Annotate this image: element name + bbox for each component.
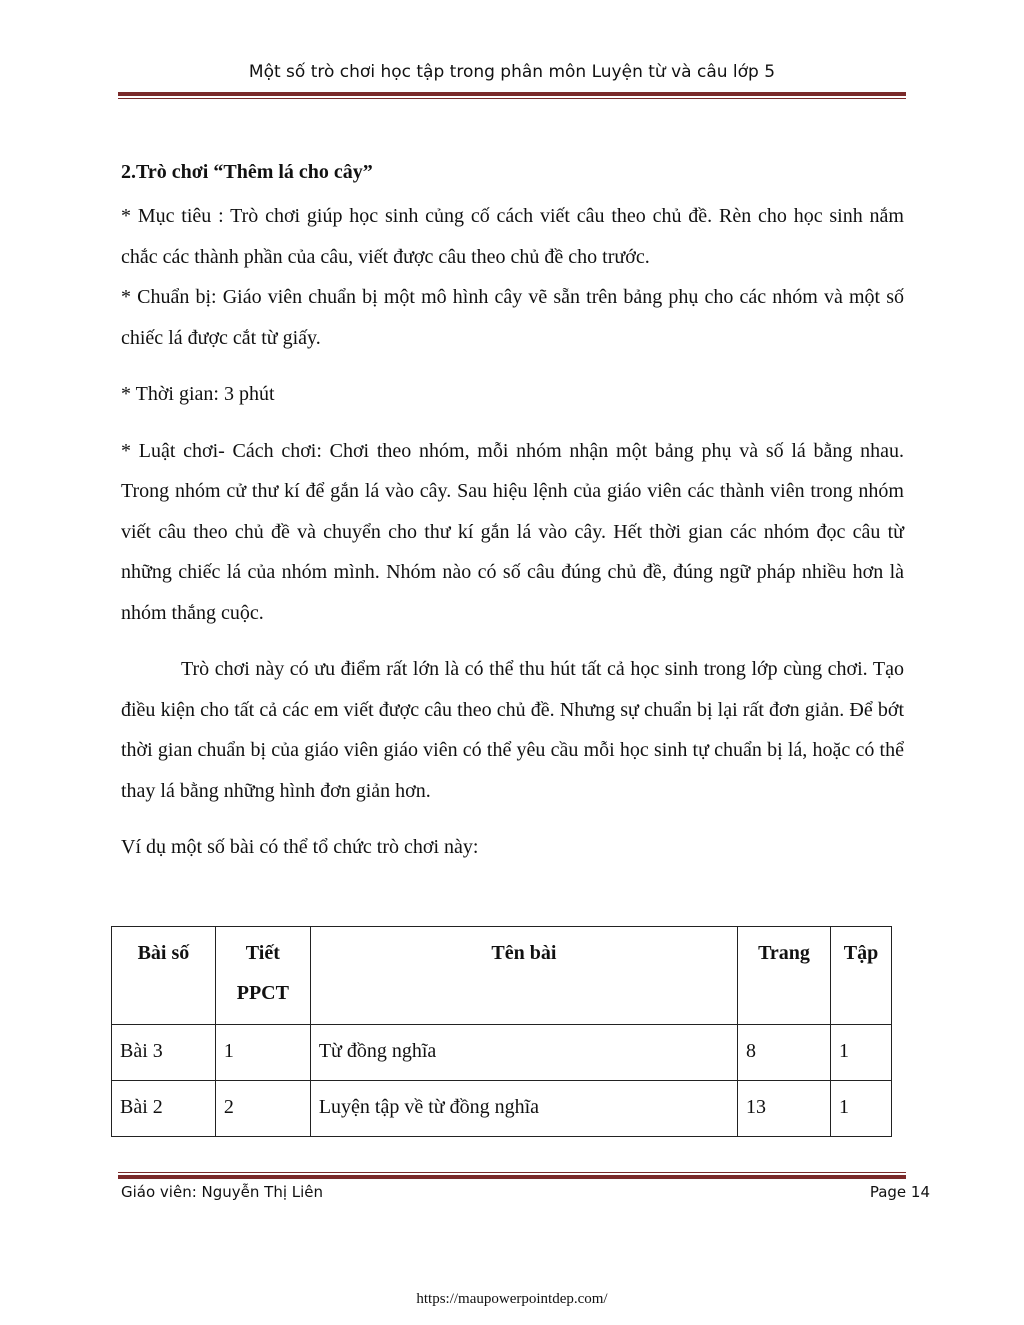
advantage-paragraph: Trò chơi này có ưu điểm rất lớn là có thể thu hút tất cả học sinh trong lớp cùng chơi. Tạo điều kiện cho tất cả các em viết được câu theo chủ đề. Nhưng sự chuẩn bị lại rất đơn giản. Để bớt thời gian chuẩn bị của giáo viên giáo viên có thể yêu cầu mỗi học sinh tự chuẩn bị lá, hoặc có thể thay lá bằng những hình đơn giản hơn. <box>121 658 904 802</box>
column-header: Tập <box>830 927 891 1025</box>
table-cell: Luyện tập về từ đồng nghĩa <box>310 1081 737 1137</box>
section-heading: 2.Trò chơi “Thêm lá cho cây” <box>121 161 373 183</box>
table-header-row <box>112 927 892 1025</box>
time-paragraph: * Thời gian: 3 phút <box>121 383 275 405</box>
table-cell: 1 <box>830 1025 891 1081</box>
table-cell: 13 <box>738 1081 831 1137</box>
footer-page-number: Page 14 <box>869 1183 930 1201</box>
table-cell: Bài 3 <box>112 1025 216 1081</box>
prep-paragraph: * Chuẩn bị: Giáo viên chuẩn bị một mô hình cây vẽ sẵn trên bảng phụ cho các nhóm và một số chiếc lá được cắt từ giấy. <box>121 286 904 349</box>
table-row <box>112 1025 892 1081</box>
table-cell: 8 <box>738 1025 831 1081</box>
column-header: Bài số <box>112 927 216 1025</box>
source-url: https://maupowerpointdep.com/ <box>416 1291 608 1307</box>
document-body <box>121 152 904 868</box>
rules-paragraph: * Luật chơi- Cách chơi: Chơi theo nhóm, mỗi nhóm nhận một bảng phụ và số lá bằng nhau. Trong nhóm cử thư kí để gắn lá vào cây. Sau hiệu lệnh của giáo viên các thành viên trong nhóm viết câu theo chủ đề và chuyển cho thư kí gắn lá vào cây. Hết thời gian các nhóm đọc câu từ những chiếc lá của nhóm mình. Nhóm nào có số câu đúng chủ đề, đúng ngữ pháp nhiều hơn là nhóm thắng cuộc. <box>121 439 904 624</box>
table-cell: Từ đồng nghĩa <box>310 1025 737 1081</box>
table-cell: 2 <box>215 1081 310 1137</box>
table-row <box>112 1081 892 1137</box>
footer-teacher: Giáo viên: Nguyễn Thị Liên <box>121 1183 324 1201</box>
header-divider <box>118 92 906 99</box>
example-intro: Ví dụ một số bài có thể tổ chức trò chơi này: <box>121 836 479 858</box>
column-header: Trang <box>738 927 831 1025</box>
column-header: Tên bài <box>310 927 737 1025</box>
goal-paragraph: * Mục tiêu : Trò chơi giúp học sinh củng cố cách viết câu theo chủ đề. Rèn cho học sinh nắm chắc các thành phần của câu, viết được câu theo chủ đề cho trước. <box>121 205 904 268</box>
lessons-table <box>111 926 892 1137</box>
table-cell: Bài 2 <box>112 1081 216 1137</box>
column-header: Tiết PPCT <box>215 927 310 1025</box>
table-cell: 1 <box>215 1025 310 1081</box>
page-header-title: Một số trò chơi học tập trong phân môn Luyện từ và câu lớp 5 <box>248 62 776 82</box>
table-cell: 1 <box>830 1081 891 1137</box>
footer-divider <box>118 1172 906 1179</box>
